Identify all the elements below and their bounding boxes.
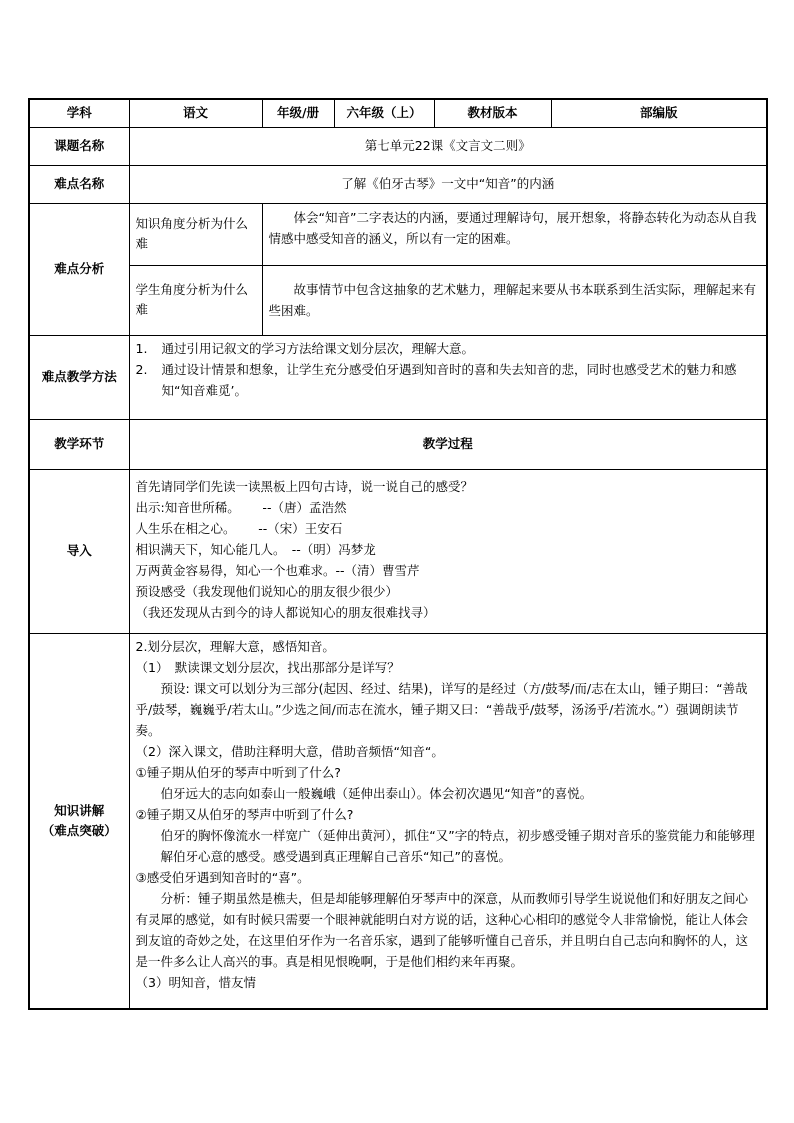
knowledge-line-5: ①锺子期从伯牙的琴声中听到了什么? [135, 764, 341, 780]
knowledge-line-8: 伯牙的胸怀像流水一样宽广（延伸出黄河），抓住“又”字的特点，初步感受锺子期对音乐的鉴赏能力和能够理解伯牙心意的感受。感受遇到真正理解自己音乐“知己”的喜悦。 [160, 827, 755, 864]
lesson-label: 课题名称 [29, 127, 129, 165]
analysis-row-student [29, 265, 767, 335]
lesson-title: 第七单元22课《文言文二则》 [129, 127, 767, 165]
intro-line-5: 万两黄金容易得，知心一个也难求。--（清）曹雪芹 [135, 562, 420, 578]
method-item-2-number: 2. [135, 361, 148, 377]
knowledge-row [29, 633, 767, 1009]
intro-line-1: 首先请同学们先读一读黑板上四句古诗，说一说自己的感受？ [135, 478, 474, 494]
grade-label: 年级/册 [262, 99, 334, 127]
knowledge-line-3: 预设: 课文可以划分为三部分(起因、经过、结果)，详写的是经过（方/鼓琴/而/志在太山，锺子期曰：“善哉乎/鼓琴，巍巍乎/若太山。”少选之间/而志在流水，锺子期又曰：“善哉乎/鼓琴，汤汤乎/若流水。”）强调朗读节奏。 [135, 680, 748, 738]
knowledge-line-6: 伯牙远大的志向如泰山一般巍峨（延伸出泰山）。体会初次遇见“知音”的喜悦。 [160, 785, 593, 801]
lesson-row [29, 127, 767, 165]
knowledge-angle-label: 知识角度分析为什么难 [129, 203, 262, 265]
method-item-2 [136, 359, 761, 401]
knowledge-label: 知识讲解 [54, 802, 105, 818]
lesson-plan-document [28, 98, 766, 1010]
difficulty-row [29, 165, 767, 203]
knowledge-line-11: （3）明知音，惜友情 [135, 974, 256, 990]
knowledge-line-2: （1） 默读课文划分层次，找出那部分是详写？ [135, 659, 400, 675]
analysis-row-knowledge [29, 203, 767, 265]
stage-label: 教学环节 [29, 419, 129, 469]
subject-label: 学科 [29, 99, 129, 127]
method-content [129, 335, 767, 419]
method-item-1-number: 1. [135, 340, 148, 356]
intro-line-6: 预设感受（我发现他们说知心的朋友很少很少） [135, 583, 399, 599]
knowledge-content [129, 633, 767, 1009]
intro-label: 导入 [29, 469, 129, 633]
knowledge-sublabel: （难点突破） [41, 822, 117, 838]
grade-value: 六年级（上） [334, 99, 434, 127]
intro-line-4: 相识满天下，知心能几人。 --（明）冯梦龙 [135, 541, 376, 557]
student-angle-text [262, 265, 767, 335]
student-angle-paragraph: 故事情节中包含这抽象的艺术魅力，理解起来要从书本联系到生活实际，理解起来有些困难。 [268, 282, 757, 318]
subject-value: 语文 [129, 99, 262, 127]
analysis-label: 难点分析 [29, 203, 129, 335]
edition-label: 教材版本 [434, 99, 551, 127]
intro-line-7: （我还发现从古到今的诗人都说知心的朋友很难找寻） [135, 604, 436, 620]
method-item-1 [136, 338, 761, 359]
difficulty-label: 难点名称 [29, 165, 129, 203]
knowledge-angle-text [262, 203, 767, 265]
method-row [29, 335, 767, 419]
knowledge-line-4: （2）深入课文，借助注释明大意，借助音频悟“知音“。 [135, 743, 444, 759]
difficulty-value: 了解《伯牙古琴》一文中“知音”的内涵 [129, 165, 767, 203]
intro-content [129, 469, 767, 633]
intro-line-3: 人生乐在相之心。 --（宋）王安石 [135, 520, 343, 536]
header-row [29, 99, 767, 127]
lesson-plan-table [28, 98, 768, 1010]
student-angle-label: 学生角度分析为什么难 [129, 265, 262, 335]
method-label: 难点教学方法 [29, 335, 129, 419]
knowledge-angle-paragraph: 体会“知音”二字表达的内涵，要通过理解诗句，展开想象，将静态转化为动态从自我情感中感受知音的涵义，所以有一定的困难。 [268, 209, 757, 246]
knowledge-line-7: ②锺子期又从伯牙的琴声中听到了什么? [135, 806, 354, 822]
intro-line-2: 出示:知音世所稀。 --（唐）孟浩然 [135, 499, 347, 515]
knowledge-line-1: 2.划分层次，理解大意，感悟知音。 [135, 638, 335, 654]
intro-row [29, 469, 767, 633]
method-item-1-text: 通过引用记叙文的学习方法给课文划分层次，理解大意。 [161, 340, 475, 356]
edition-value: 部编版 [551, 99, 767, 127]
process-label: 教学过程 [129, 419, 767, 469]
knowledge-line-9: ③感受伯牙遇到知音时的“喜”。 [135, 869, 310, 885]
knowledge-label-cell [29, 633, 129, 1009]
method-item-2-text: 通过设计情景和想象，让学生充分感受伯牙遇到知音时的喜和失去知音的悲，同时也感受艺术的魅力和感知“知音难觅’。 [161, 361, 737, 398]
knowledge-line-10: 分析：锺子期虽然是樵夫，但是却能够理解伯牙琴声中的深意，从而教师引导学生说说他们和好朋友之间心有灵犀的感觉，如有时候只需要一个眼神就能明白对方说的话，这种心心相印的感觉令人非常愉悦，能让人体会到友谊的奇妙之处，在这里伯牙作为一名音乐家，遇到了能够听懂自己音乐，并且明白自己志向和胸怀的人，这是一件多么让人高兴的事。真是相见恨晚啊，于是他们相约来年再聚。 [135, 890, 749, 969]
process-header-row [29, 419, 767, 469]
